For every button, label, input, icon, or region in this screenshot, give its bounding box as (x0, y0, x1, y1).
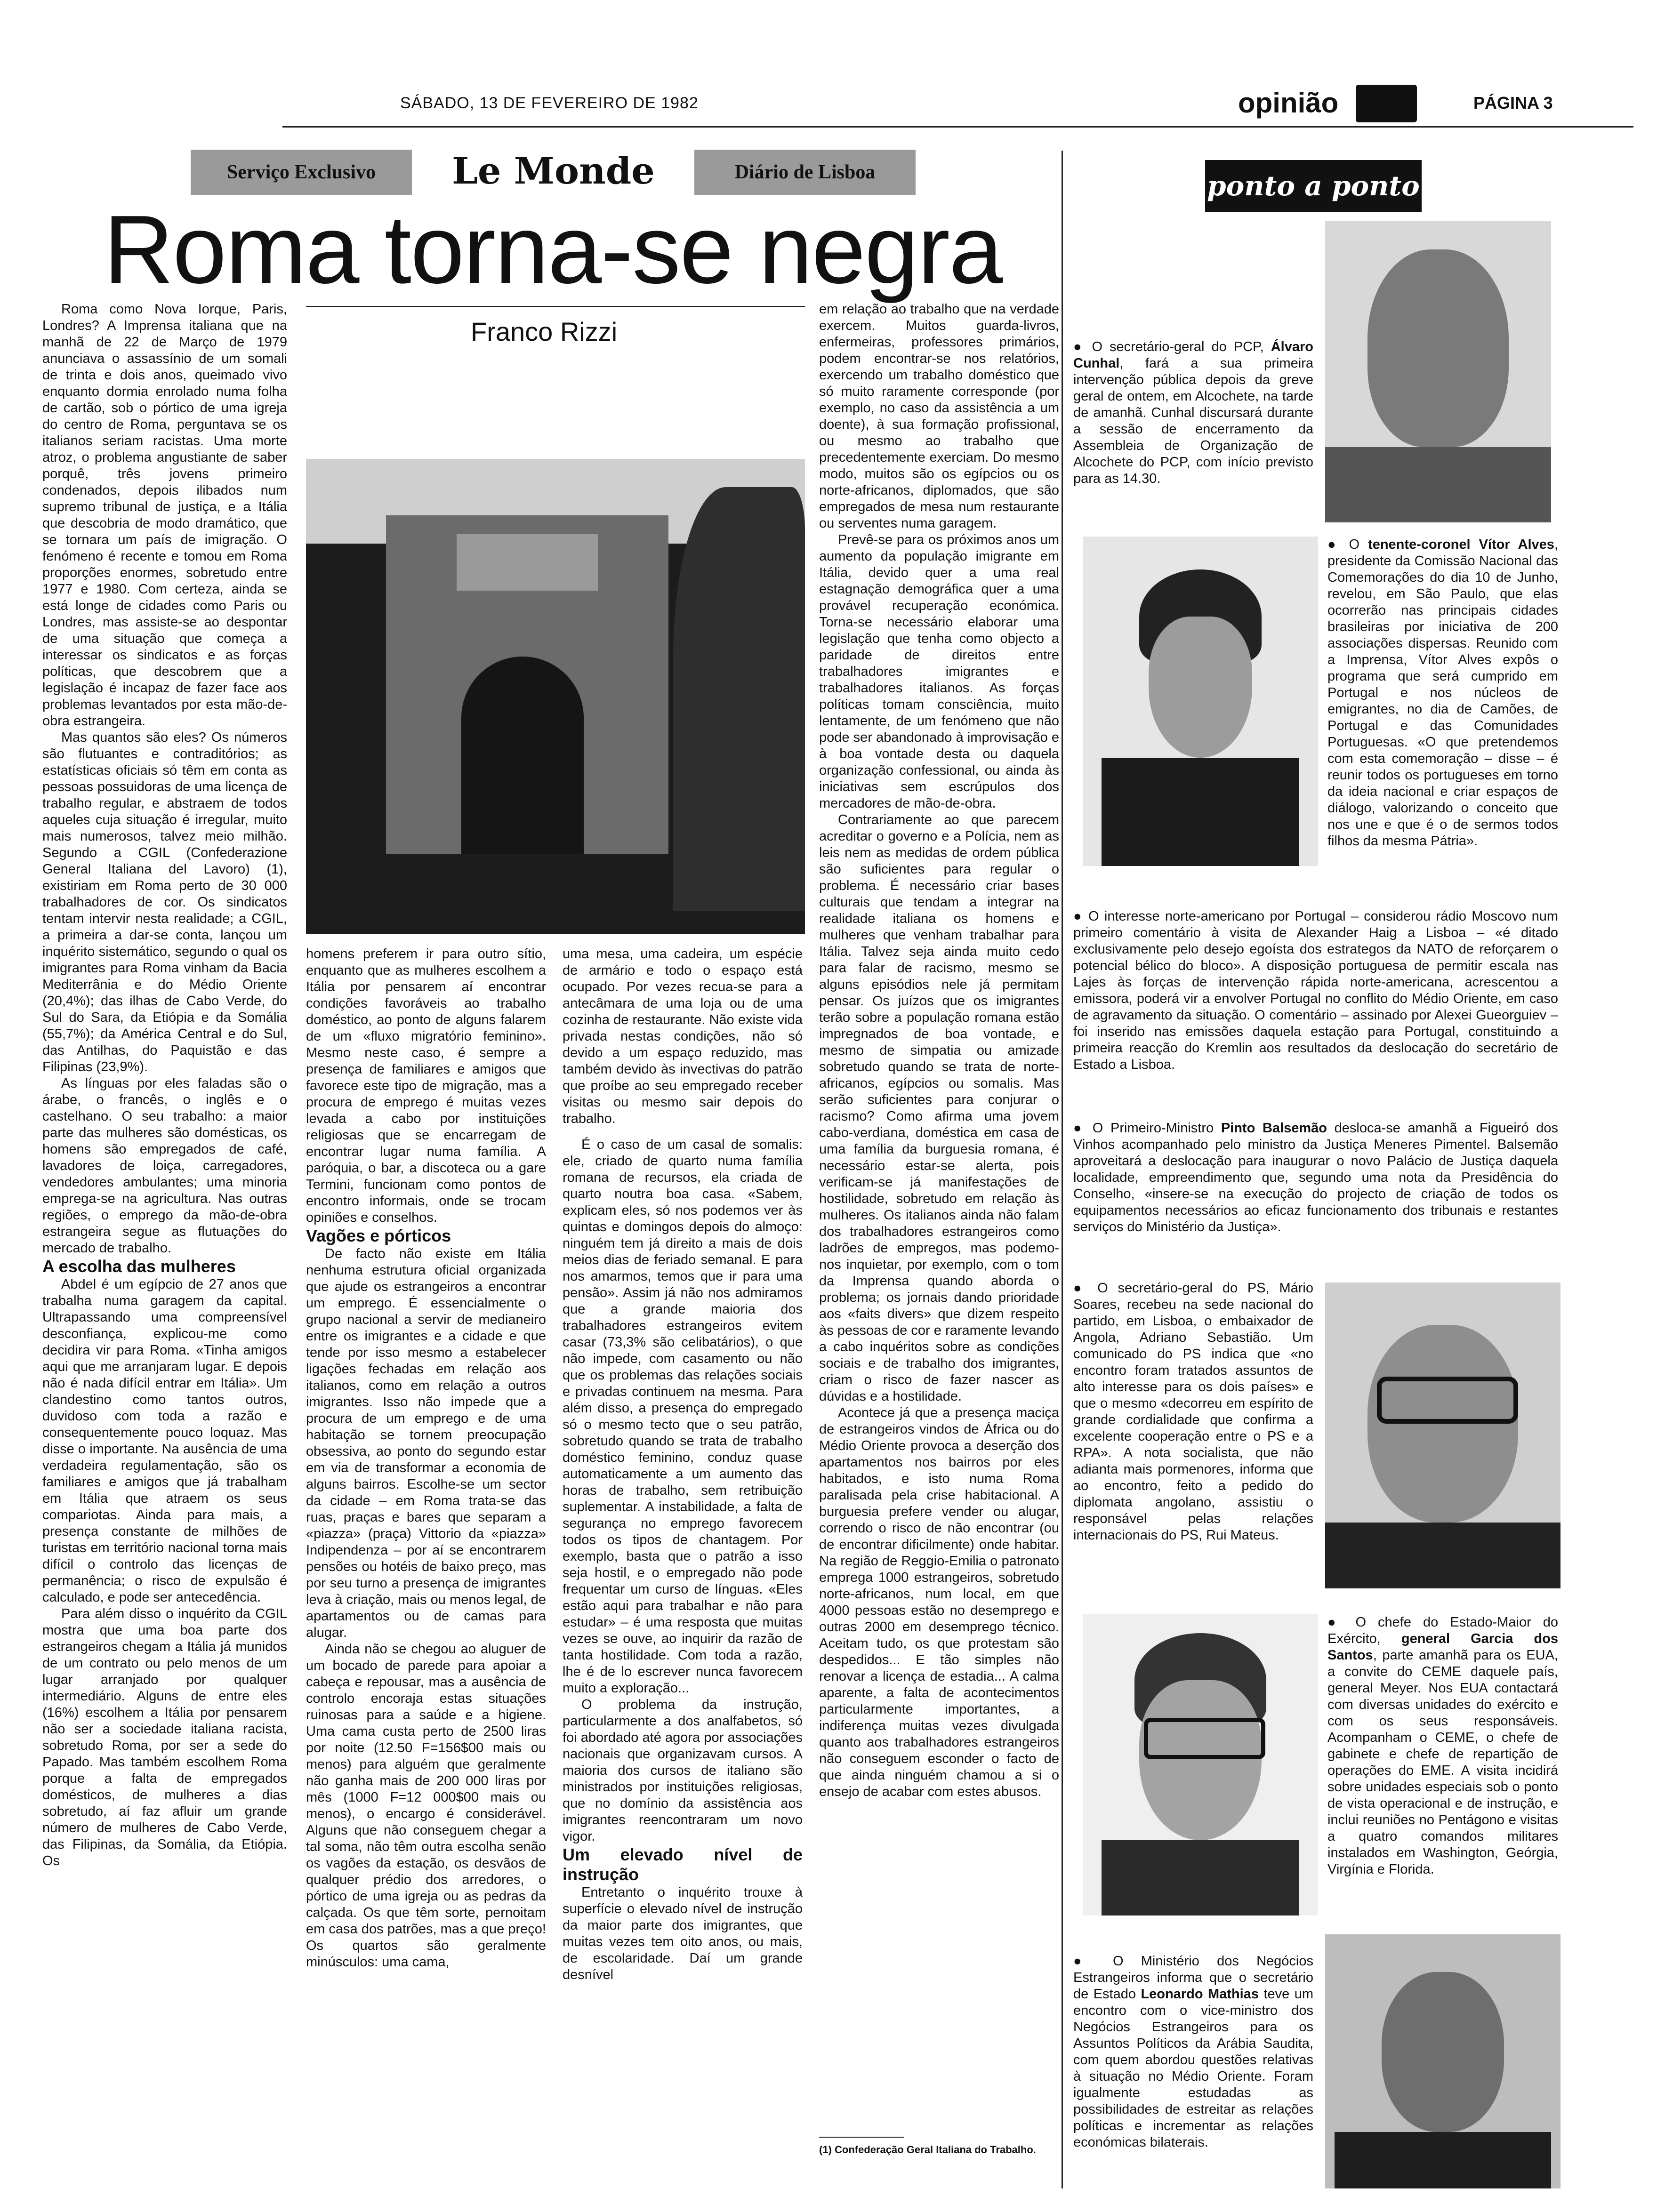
paragraph: Contrariamente ao que parecem acreditar o governo e a Polícia, nem as leis nem as medidas de ordem pública são suficientes para regular o problema. É necessário criar bases culturais que tendam a integrar na realidade italiana os homens e mulheres que venham trabalhar para Itália. Talvez seja ainda muito cedo para falar de racismo, mesmo se alguns episódios nele já permitam pensar. Os juízos que os imigrantes terão sobre a população romana estão impregnados de boa vontade, e mesmo de simpatia ou amizade sobretudo quando se trata de norte-africanos, egípcios ou somalis. Mas serão suficientes para conjurar o racismo? Como afirma uma jovem cabo-verdiana, doméstica em casa de uma família da burguesia romana, é necessário estar-se alerta, pois verificam-se já manifestações de hostilidade, sobretudo em relação às mulheres. Os italianos ainda não falam dos trabalhadores estrangeiros como ladrões de empregos, mas podemo-nos inquietar, por exemplo, com o tom da Imprensa quando aborda o problema; os jornais dando prioridade aos «faits divers» que dizem respeito às pessoas de cor e raramente levando a cabo inquéritos sobre as condições sociais e de trabalho dos imigrantes, criam o risco de fazer nascer as dúvidas e a hostilidade. (819, 812, 1059, 1404)
portrait-leonardo-mathias (1325, 1934, 1560, 2188)
person-name: Leonardo Mathias (1141, 1987, 1259, 2002)
section-label: opinião (1238, 87, 1339, 119)
paragraph: uma mesa, uma cadeira, um espécie de armário e todo o espaço está ocupado. Por vezes recua-se para a antecâmara de uma loja ou de uma cozinha de restaurante. Não existe vida privada nestas condições, não só devido a um espaço reduzido, mas também devido às invectivas do patrão que proíbe ao seu empregado receber visitas ou mesmo sair depois do trabalho. (563, 946, 803, 1126)
paragraph: O problema da instrução, particularmente a dos analfabetos, só foi abordado até agora por associações nacionais que organizavam cursos. A maioria dos cursos de italiano são ministrados por instituições religiosas, que no domínio da assistência aos imigrantes reencontraram um novo vigor. (563, 1697, 803, 1844)
footnote-rule (819, 2137, 904, 2138)
article-column-3 (563, 946, 803, 1983)
photo-inscription (457, 534, 598, 591)
portrait-body (1325, 1523, 1560, 1588)
header-date: SÁBADO, 13 DE FEVEREIRO DE 1982 (400, 94, 699, 112)
paragraph: É o caso de um casal de somalis: ele, criado de quarto numa família romana de recursos, ela criada de quarto noutra boa casa. «Sabem, explicam eles, só nos podemos ver às quintas e domingos depois do almoço: ninguém tem já direito a mais de dois meios dias de feriado semanal. E para nos amarmos, temos que ir para uma pensão». Assim já não nos admiramos que a grande maioria dos trabalhadores estrangeiros evitem casar (73,3% são celibatários), o que não impede, com casamento ou não que os problemas das relações sociais e privadas continuem na mesma. Para além disso, a presença do empregado só o mesmo tecto que o seu patrão, sobretudo quando se trata de trabalho doméstico feminino, conduz quase automaticamente a um aumento das horas de trabalho, sem retribuição suplementar. A instabilidade, a falta de segurança no emprego favorecem todos os tipos de chantagem. Por exemplo, basta que o patrão a isso seja hostil, e o empregado não pode frequentar um curso de línguas. «Eles estão aqui para trabalhar e não para estudar» – é uma resposta que muitas vezes se ouve, ao inquirir da razão de tanta hostilidade. Com toda a razão, lhe é de lo escrever nunca favorecem muito a exploração... (563, 1137, 803, 1696)
sidebar-item-4: ● O Primeiro-Ministro Pinto Balsemão desloca-se amanhã a Figueiró dos Vinhos acompanhado pelo ministro da Justiça Meneres Pimentel. Balsemão aproveitará a deslocação para inaugurar o novo Palácio de Justiça daquela localidade, empreendimento que, segundo uma nota da Presidência do Conselho, «insere-se na execução do projecto de criação de todos os equipamentos necessários ao eficaz funcionamento dos tribunais e restantes serviços do Ministério da Justiça». (1073, 1121, 1559, 1234)
headline: Roma torna-se negra (104, 195, 1002, 304)
portrait-glasses (1377, 1377, 1518, 1424)
partner-tag (694, 150, 916, 195)
sidebar-title-box (1205, 160, 1422, 212)
paragraph: As línguas por eles faladas são o árabe, o francês, o inglês e o castelhano. O seu trabalho: a maior parte das mulheres são domésticas, os homens são empregados de café, lavadores de loiça, carregadores, vendedores ambulantes; uma minoria emprega-se na agricultura. Nas outras regiões, o emprego da mão-de-obra estrangeira segue as flutuações do mercado de trabalho. (42, 1076, 287, 1256)
sidebar-title: ponto a ponto (1207, 170, 1420, 202)
photo-trees (673, 487, 805, 911)
arch-photo (306, 459, 805, 934)
page-number: PÁGINA 3 (1473, 93, 1553, 112)
portrait-face (1382, 1972, 1504, 2132)
sidebar-item-3: ● O interesse norte-americano por Portugal – considerou rádio Moscovo num primeiro comentário à visita de Alexander Haig a Lisboa – «é ditado exclusivamente pelo desejo egoísta dos estrategos da NATO de reforçarem o potencial bélico do bloco». A disposição portuguesa de permitir escala nas Lajes às forças de intervenção rápida norte-americana, acrescentou a emissora, poderá vir a envolver Portugal no conflito do Médio Oriente, em caso de agravamento da situação. O comentário – assinado por Alexei Gueorguiev – foi inserido nas emissões daquela estação para Portugal, constituindo a primeira reacção do Kremlin aos resultados da deslocação do secretário de Estado a Lisboa. (1073, 909, 1558, 1072)
subheading: Um elevado nível de instrução (563, 1845, 803, 1884)
person-name: tenente-coronel Vítor Alves (1368, 537, 1554, 552)
footnote: (1) Confederação Geral Italiana do Trabalho. (819, 2144, 1036, 2156)
photo-arch-opening (461, 657, 584, 854)
subheading: A escolha das mulheres (42, 1257, 236, 1276)
service-tag (191, 150, 412, 195)
paragraph: Mas quantos são eles? Os números são flutuantes e contraditórios; as estatísticas oficiais só têm em conta as pessoas possuidoras de uma licença de trabalho regular, e abstraem de todos aqueles cuja situação é irregular, muito mais numerosos, talvez meio milhão. Segundo a CGIL (Confederazione General Italiana del Lavoro) (1), existiriam em Roma perto de 30 000 trabalhadores de cor. Os sindicatos tentam intervir nesta realidade; a CGIL, a primeira a dar-se conta, lançou um inquérito sistemático, segundo o qual os imigrantes para Roma vinham da Bacia Mediterrânia e do Médio Oriente (20,4%); das ilhas de Cabo Verde, do Sul do Sara, da Etiópia e da Somália (55,7%); da América Central e do Sul, das Antilhas, do Paquistão e das Filipinas (23,9%). (42, 730, 287, 1074)
portrait-face (1367, 249, 1509, 447)
byline: Franco Rizzi (471, 317, 618, 346)
paragraph: Acontece já que a presença maciça de estrangeiros vindos de África ou do Médio Oriente provoca a deserção dos apartamentos nos bairros por eles habitados, e isto numa Roma paralisada pela crise habitacional. A burguesia prefere vender ou alugar, correndo o risco de não encontrar (ou de encontrar dificilmente) onde habitar. Na região de Reggio-Emilia o patronato emprega 1000 estrangeiros, sobretudo norte-africanos, num local, em que 4000 pessoas estão no desemprego e outras 2000 em desemprego técnico. Aceitam tudo, os que protestam são despedidos... E tão simples não renovar a licença de estadia... A calma aparente, a falta de acontecimentos particularmente importantes, a indiferença muitas vezes divulgada quanto aos trabalhadores estrangeiros não conseguem esconder o facto de que ainda ninguém chamou a si o ensejo de acabar com estes abusos. (819, 1405, 1059, 1799)
portrait-garcia-dos-santos (1083, 1614, 1318, 1915)
portrait-body (1102, 1840, 1299, 1915)
article-column-2 (306, 946, 546, 1971)
portrait-vitor-alves (1083, 537, 1318, 866)
paragraph: homens preferem ir para outro sítio, enquanto que as mulheres escolhem a Itália por pensarem aí encontrar condições favoráveis ao trabalho doméstico, ao ponto de alguns falarem de um «fluxo migratório feminino». Mesmo neste caso, é sempre a presença de familiares e amigos que favorece este tipo de migração, mas a procura de emprego é muitas vezes levada a cabo por instituições religiosas que se encarregam de encontrar lugar numa família. A paróquia, o bar, a discoteca ou a gare Termini, funcionam como pontos de encontro informais, onde se trocam opiniões e conselhos. (306, 946, 546, 1225)
portrait-face (1367, 1325, 1518, 1523)
portrait-face (1139, 1680, 1262, 1840)
header-rule (282, 126, 1633, 128)
person-name: Pinto Balsemão (1221, 1121, 1327, 1136)
paragraph: Ainda não se chegou ao aluguer de um bocado de parede para apoiar a cabeça e repousar, mas a ausência de controlo encoraja estas situações ruinosas para a saúde e a higiene. Uma cama custa perto de 2500 liras por noite (12.50 F=156$00 mais ou menos) para alguém que geralmente não ganha mais de 200 000 liras por mês (1000 F=12 000$00 mais ou menos), o encargo é considerável. Alguns que não conseguem chegar a tal soma, não têm outra escolha senão os vagões da estação, os desvãos de qualquer prédio dos arredores, o pórtico de uma igreja ou as pedras da calçada. Os que têm sorte, pernoitam em casa dos patrões, mas a que preço! Os quartos são geralmente minúsculos: uma cama, (306, 1642, 546, 1970)
portrait-face (1149, 617, 1252, 758)
sidebar-item-6: ● O chefe do Estado-Maior do Exército, general Garcia dos Santos, parte amanhã para os EUA, a convite do CEME daquele país, general Meyer. Nos EUA contactará com diversas unidades do exército e com os seus responsáveis. Acompanham o CEME, o chefe de gabinete e chefe de repartição de operações do EME. A visita incidirá sobre unidades especiais sob o ponto de vista operacional e de instrução, e inclui reuniões no Pentágono e visitas a quatro comandos militares instalados em Washington, Geórgia, Virgínia e Florida. (1327, 1615, 1558, 1877)
paragraph: De facto não existe em Itália nenhuma estrutura oficial organizada que ajude os estrangeiros a encontrar um emprego. É essencialmente o grupo nacional a servir de medianeiro entre os imigrantes e a cidade e que tende por isso mesmo a estabelecer ligações fechadas em relação aos italianos, como em relação a outros imigrantes. Isso não impede que a procura de um emprego e de uma habitação se tornem preocupação obsessiva, ao ponto do segundo estar em via de transformar a economia de alguns bairros. Escolhe-se um sector da cidade – em Roma trata-se das ruas, praças e bares que separam a «piazza» (praça) Vittorio da «piazza» Indipendenza – por aí se encontrarem pensões ou hotéis de baixo preço, mas por seu turno a presença de imigrantes leva à criação, mais ou menos legal, de apartamentos ou de camas para alugar. (306, 1246, 546, 1640)
paragraph: Abdel é um egípcio de 27 anos que trabalha numa garagem da capital. Ultrapassando uma compreensível desconfiança, explicou-me como decidira vir para Roma. «Tinha amigos aqui que me arranjaram lugar. E depois não é nada difícil entrar em Itália». Um clandestino como tantos outros, duvidoso com toda a razão e consequentemente pouco loquaz. Mas disse o importante. Na ausência de uma verdadeira regulamentação, são os familiares e amigos que já trabalham em Itália que atraem os seus compariotas. Ainda para mais, a presença constante de milhões de turistas em território nacional torna mais difícil o controlo das licenças de permanência; o risco de expulsão é calculado, e pode ser antecedência. (42, 1277, 287, 1605)
sidebar-item-1: ● O secretário-geral do PCP, Álvaro Cunhal, fará a sua primeira intervenção pública depois da greve geral de ontem, em Alcochete, na tarde de amanhã. Cunhal discursará durante a sessão de encerramento da Assembleia de Organização de Alcochete do PCP, com início previsto para as 14.30. (1073, 339, 1313, 486)
sidebar-item-5: ● O secretário-geral do PS, Mário Soares, recebeu na sede nacional do partido, em Lisboa, o embaixador de Angola, Adriano Sebastião. Um comunicado do PS indica que «no encontro foram tratados assuntos de alto interesse para os dois países» e que o mesmo «decorreu em espírito de grande cordialidade que confirma a excelente cooperação entre o PS e a RPA». A nota socialista, que não adianta mais pormenores, informa que ao encontro, feito a pedido do diplomata angolano, assistiu o responsável pelas relações internacionais do PS, Rui Mateus. (1073, 1281, 1313, 1543)
partner-tag-label: Diário de Lisboa (734, 161, 876, 183)
paragraph: Roma como Nova Iorque, Paris, Londres? A Imprensa italiana que na manhã de 22 de Março de 1979 anunciava o assassínio de um somali de trinta e dois anos, queimado vivo enquanto dormia enrolado numa folha de cartão, sob o pórtico de uma igreja do centro de Roma, perguntava se os italianos seriam racistas. Uma morte atroz, o problema angustiante de saber porquê, três jovens primeiro condenados, depois ilibados num supremo tribunal de justiça, e a Itália que descobria de modo dramático, que se tornara um país de imigração. O fenómeno é recente e tomou em Roma proporções enormes, sobretudo entre 1977 e 1980. Com certeza, ainda se está longe de cidades como Paris ou Londres, mas assiste-se ao despontar de uma situação que começa a interessar os sindicatos e as forças políticas, que descobrem que a legislação é incapaz de fazer face aos problemas levantados por esta mão-de-obra estrangeira. (42, 302, 287, 729)
page-header (0, 89, 1657, 122)
sidebar-item-2: ● O tenente-coronel Vítor Alves, presidente da Comissão Nacional das Comemorações do dia 10 de Junho, revelou, em São Paulo, que elas ocorrerão nas principais cidades brasileiras por iniciativa de 200 associações dispersas. Reunido com a Imprensa, Vítor Alves expôs o programa que será cumprido em Portugal e nos núcleos de emigrantes, no dia de Camões, de Portugal e das Comunidades Portuguesas. «O que pretendemos com esta comemoração – disse – é reunir todos os portugueses em torno da ideia nacional e criar espaços de diálogo, valorizando o conceito que nos une e que é o de sermos todos filhos da mesma Pátria». (1327, 537, 1558, 849)
section-logo (1356, 85, 1417, 122)
subheading: Vagões e pórticos (306, 1226, 451, 1245)
sidebar-item-7: ● O Ministério dos Negócios Estrangeiros informa que o secretário de Estado Leonardo Mathias teve um encontro com o vice-ministro dos Negócios Estrangeiros para os Assuntos Políticos da Arábia Saudita, com quem abordou questões relativas à situação no Médio Oriente. Foram igualmente estudadas as possibilidades de estreitar as relações políticas e incrementar as relações económicas bilaterais. (1073, 1954, 1314, 2150)
paragraph: Entretanto o inquérito trouxe à superfície o elevado nível de instrução da maior parte dos imigrantes, que muitas vezes tem oito anos, ou mais, de escolaridade. Daí um grande desnível (563, 1885, 803, 1982)
portrait-cunhal (1325, 221, 1551, 522)
service-tag-label: Serviço Exclusivo (226, 161, 376, 183)
paragraph: Prevê-se para os próximos anos um aumento da população imigrante em Itália, devido quer a uma real estagnação demográfica quer a uma provável recuperação económica. Torna-se necessário elaborar uma legislação que tenha como objecto a paridade de direitos entre trabalhadores imigrantes e trabalhadores italianos. As forças políticas tomam consciência, muito lentamente, de um fenómeno que não pode ser abandonado à improvisação e à boa vontade desta ou daquela organização confessional, ou ainda às iniciativas sem escrúpulos dos mercadores de mão-de-obra. (819, 532, 1059, 811)
paragraph: em relação ao trabalho que na verdade exercem. Muitos guarda-livros, enfermeiras, professores primários, podem encontrar-se nos relatórios, exercendo um trabalho doméstico que só muito raramente corresponde (por exemplo, no caso da assistência a um doente), à sua formação profissional, ou mesmo ao trabalho que precedentemente exerciam. Do mesmo modo, muitos são os egípcios ou os norte-africanos, diplomados, que são empregados de mesa num restaurante ou serventes numa garagem. (819, 302, 1059, 531)
person-name: Álvaro Cunhal (1073, 339, 1313, 371)
byline-rule (306, 306, 805, 307)
portrait-glasses (1144, 1718, 1265, 1759)
person-name: general Garcia dos Santos (1327, 1631, 1558, 1663)
paragraph: Para além disso o inquérito da CGIL mostra que uma boa parte dos estrangeiros chegam a Itália já munidos de um contrato ou pelo menos de um lugar arranjado por qualquer intermediário. Alguns de entre eles (16%) escolhem a Itália por pensarem não ser a sociedade italiana racista, sobretudo Roma, por ser a sede do Papado. Mas também escolhem Roma porque a falta de empregados domésticos, de mulheres a dias sobretudo, aí faz afluir um grande número de mulheres de Cabo Verde, das Filipinas, da Somália, da Etiópia. Os (42, 1606, 287, 1868)
le-monde-logo: Le Monde (452, 150, 655, 192)
portrait-mario-soares (1325, 1282, 1560, 1588)
article-column-4 (819, 301, 1059, 1800)
sidebar-divider (1062, 151, 1063, 2188)
portrait-body (1335, 2132, 1551, 2188)
portrait-body (1102, 758, 1299, 866)
portrait-shadow (1325, 447, 1551, 522)
article-column-1 (42, 301, 287, 1869)
